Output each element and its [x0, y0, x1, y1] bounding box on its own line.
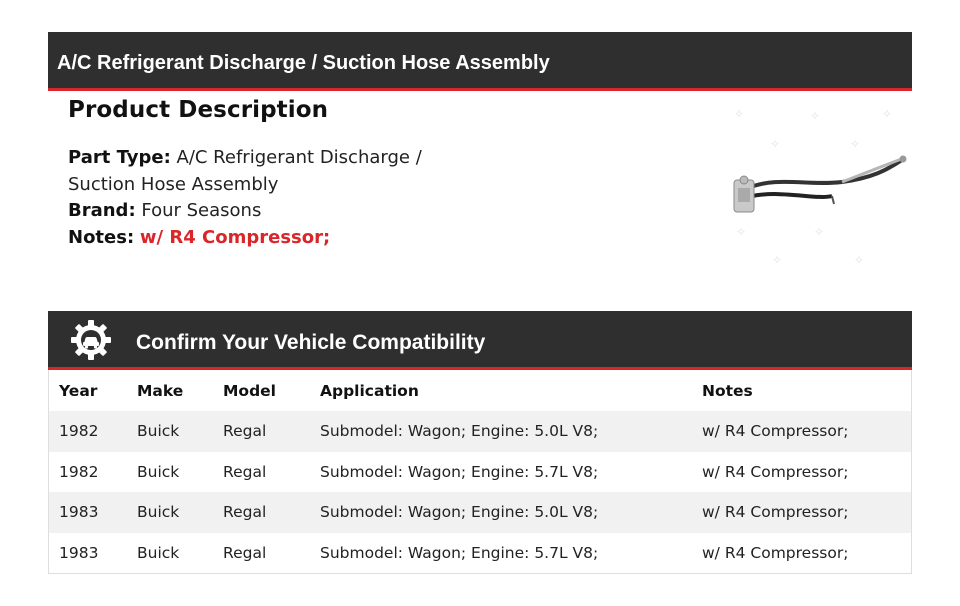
notes-label: Notes:	[68, 226, 135, 248]
cell-model: Regal	[223, 462, 267, 481]
header-bar	[48, 32, 912, 91]
cell-application: Submodel: Wagon; Engine: 5.0L V8;	[320, 411, 702, 452]
cell-notes: w/ R4 Compressor;	[702, 462, 849, 481]
column-header-year: Year	[59, 381, 98, 400]
page-title: A/C Refrigerant Discharge / Suction Hose Assembly	[57, 52, 550, 74]
cell-make: Buick	[137, 462, 180, 481]
table-row	[49, 533, 911, 574]
cell-make: Buick	[137, 543, 180, 562]
watermark-glyph: ✧	[882, 107, 893, 121]
brand-line	[68, 198, 468, 225]
cell-make: Buick	[137, 492, 223, 533]
watermark-glyph: ✧	[814, 225, 825, 239]
column-header-model: Model	[223, 381, 276, 400]
table-header-row	[49, 370, 911, 411]
part-type-line	[68, 145, 468, 198]
cell-year: 1982	[59, 462, 99, 481]
table-row	[49, 411, 911, 452]
watermark-glyph: ✧	[854, 253, 865, 267]
cell-model: Regal	[223, 543, 267, 562]
column-header-notes: Notes	[702, 381, 753, 400]
watermark-glyph: ✧	[736, 225, 747, 239]
brand-value: Four Seasons	[141, 200, 262, 221]
cell-model: Regal	[223, 411, 320, 452]
part-type-label: Part Type:	[68, 147, 171, 168]
description-heading: Product Description	[68, 97, 329, 123]
cell-make: Buick	[137, 411, 223, 452]
column-header-make: Make	[137, 381, 184, 400]
product-image	[722, 96, 912, 276]
cell-model: Regal	[223, 492, 320, 533]
table-row	[49, 492, 911, 533]
column-header-application: Application	[320, 381, 419, 400]
watermark-glyph: ✧	[770, 137, 781, 151]
cell-notes: w/ R4 Compressor;	[702, 543, 849, 562]
product-description	[68, 97, 468, 251]
cell-notes: w/ R4 Compressor;	[702, 492, 911, 533]
brand-label: Brand:	[68, 200, 136, 221]
watermark-glyph: ✧	[734, 107, 745, 121]
cell-year: 1983	[59, 543, 99, 562]
cell-application: Submodel: Wagon; Engine: 5.0L V8;	[320, 492, 702, 533]
watermark-glyph: ✧	[810, 109, 821, 123]
cell-year: 1983	[49, 492, 137, 533]
compatibility-bar	[48, 311, 912, 370]
watermark-glyph: ✧	[772, 253, 783, 267]
notes-value: w/ R4 Compressor;	[139, 226, 331, 248]
gear-car-icon	[70, 319, 112, 361]
cell-year: 1982	[49, 411, 137, 452]
cell-application: Submodel: Wagon; Engine: 5.7L V8;	[320, 543, 599, 562]
compatibility-title: Confirm Your Vehicle Compatibility	[136, 331, 486, 354]
notes-line	[68, 225, 468, 252]
cell-application: Submodel: Wagon; Engine: 5.7L V8;	[320, 462, 599, 481]
table-row	[49, 452, 911, 493]
cell-notes: w/ R4 Compressor;	[702, 411, 911, 452]
compatibility-table	[48, 370, 912, 574]
watermark-glyph: ✧	[850, 137, 861, 151]
part-type-value: A/C Refrigerant Discharge / Suction Hose Assembly	[68, 147, 422, 195]
